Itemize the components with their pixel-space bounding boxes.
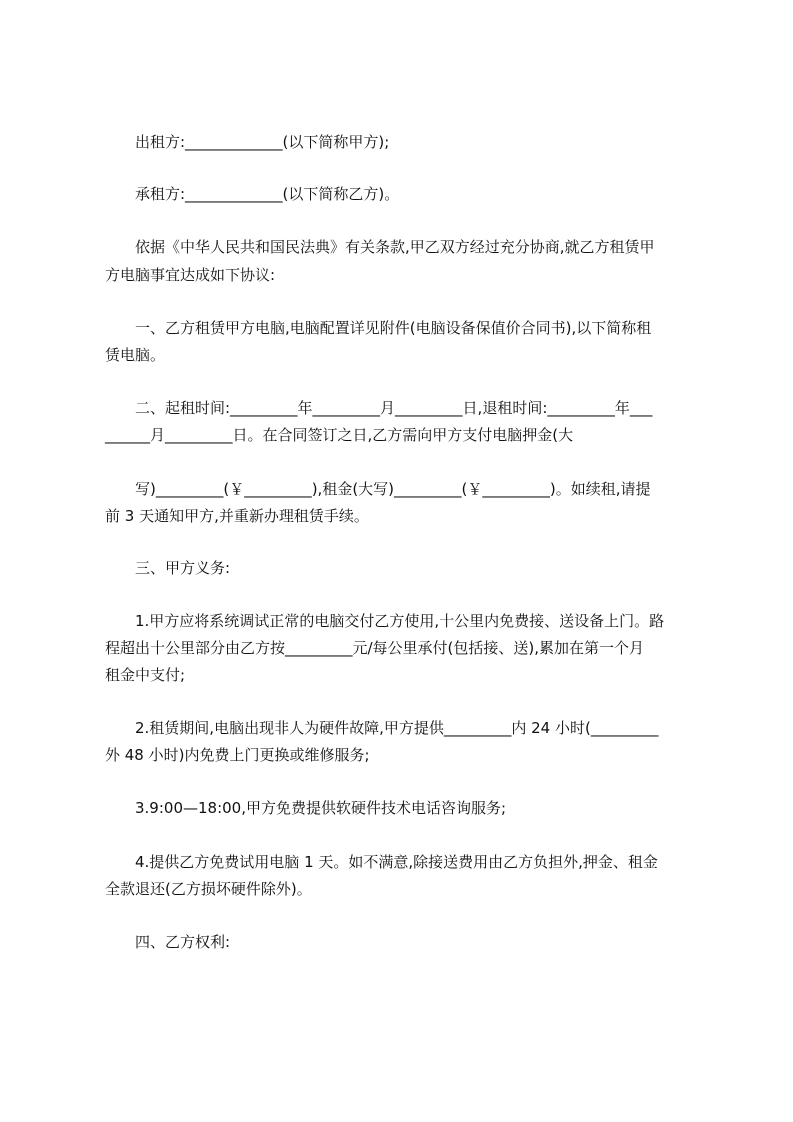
clause-1-line-2: 赁电脑。 bbox=[105, 346, 166, 364]
item-3-1-line-2: 程超出十公里部分由乙方按_________元/每公里承付(包括接、送),累加在第一个月 bbox=[105, 639, 645, 657]
item-3-4-line-2: 全款退还(乙方损坏硬件除外)。 bbox=[105, 880, 312, 898]
clause-2-line-4: 前 3 天通知甲方,并重新办理租赁手续。 bbox=[105, 507, 369, 525]
section-3-heading: 三、甲方义务: bbox=[135, 559, 231, 577]
item-3-2-line-1: 2.租赁期间,电脑出现非人为硬件故障,甲方提供_________内 24 小时(_________ bbox=[135, 719, 659, 737]
preamble-line-2: 方电脑事宜达成如下协议: bbox=[105, 266, 276, 284]
clause-2-line-3: 写)_________(￥_________),租金(大写)_________(￥_________)。如续租,请提 bbox=[135, 480, 651, 498]
item-3-1-line-1: 1.甲方应将系统调试正常的电脑交付乙方使用,十公里内免费接、送设备上门。路 bbox=[135, 612, 665, 630]
lessee-line: 承租方:_____________(以下简称乙方)。 bbox=[135, 185, 400, 203]
item-3-4-line-1: 4.提供乙方免费试用电脑 1 天。如不满意,除接送费用由乙方负担外,押金、租金 bbox=[135, 853, 658, 871]
clause-1-line-1: 一、乙方租赁甲方电脑,电脑配置详见附件(电脑设备保值价合同书),以下简称租 bbox=[135, 319, 652, 337]
item-3-3-line: 3.9:00—18:00,甲方免费提供软硬件技术电话咨询服务; bbox=[135, 799, 507, 817]
lessor-line: 出租方:_____________(以下简称甲方); bbox=[135, 133, 390, 151]
clause-2-line-1: 二、起租时间:_________年_________月_________日,退租时间:_________年___ bbox=[135, 399, 653, 417]
section-4-heading: 四、乙方权利: bbox=[135, 933, 231, 951]
clause-2-line-2: ______月_________日。在合同签订之日,乙方需向甲方支付电脑押金(大 bbox=[105, 426, 574, 444]
preamble-line-1: 依据《中华人民共和国民法典》有关条款,甲乙双方经过充分协商,就乙方租赁甲 bbox=[135, 238, 655, 256]
item-3-1-line-3: 租金中支付; bbox=[105, 666, 186, 684]
item-3-2-line-2: 外 48 小时)内免费上门更换或维修服务; bbox=[105, 746, 370, 764]
